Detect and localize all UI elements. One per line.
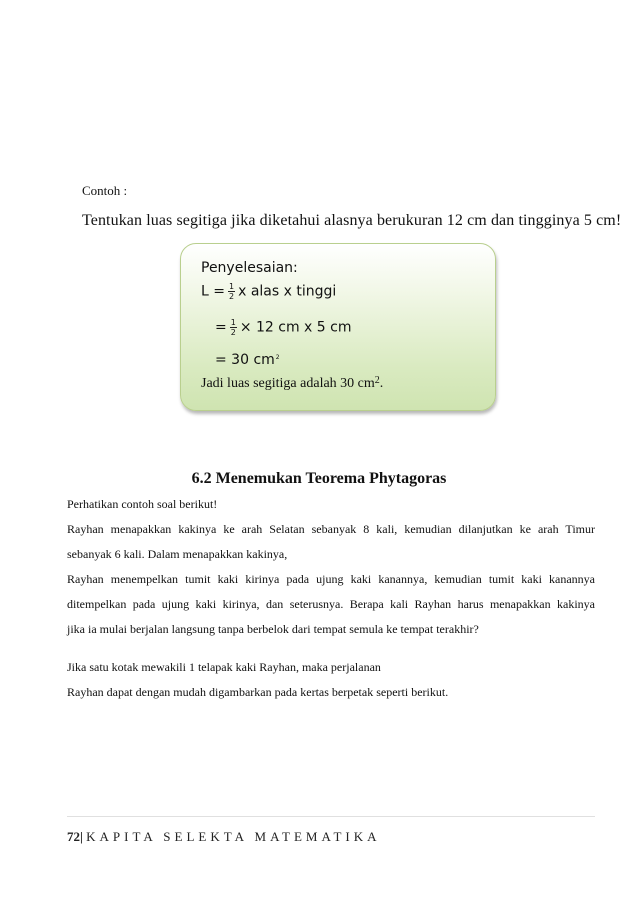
section-heading: 6.2 Menemukan Teorema Phytagoras [191,470,447,487]
half-fraction [228,282,235,301]
fraction-denominator: 2 [228,292,235,301]
conclusion-period: . [379,376,384,391]
area-result-text: = 30 cm [215,352,275,368]
paragraph-line: jika ia mulai berjalan langsung tanpa berbelok dari tempat semula ke tempat terakhir? [67,622,479,636]
example-question: Tentukan luas segitiga jika diketahui alasnya berukuran 12 cm dan tingginya 5 cm! [82,212,622,229]
substitution-suffix: × 12 cm x 5 cm [239,319,352,336]
page-number: 72 [67,829,80,844]
conclusion-exponent: 2 [374,375,380,386]
paragraph-line: Rayhan menempelkan tumit kaki kirinya pada ujung kaki kanannya, kemudian tumit kaki kanannya [67,572,595,586]
fraction-numerator: 1 [228,282,235,291]
footer-divider [67,816,595,817]
paragraph-line: Jika satu kotak mewakili 1 telapak kaki Rayhan, maka perjalanan [67,660,381,674]
area-formula-prefix: L = [201,283,225,300]
half-fraction-2 [230,318,237,337]
paragraph-line: Perhatikan contoh soal berikut! [67,497,218,511]
solution-box [180,243,496,411]
area-substitution [215,318,352,337]
solution-title: Penyelesaian: [201,260,298,276]
fraction-numerator-2: 1 [230,318,236,327]
page-footer [67,829,380,845]
solution-conclusion [201,376,383,392]
fraction-denominator-2: 2 [230,328,236,337]
area-result-exponent: 2 [275,354,280,361]
book-title: KAPITA SELEKTA MATEMATIKA [86,829,381,844]
substitution-prefix: = [215,319,227,336]
paragraph-line: Rayhan menapakkan kakinya ke arah Selatan sebanyak 8 kali, kemudian dilanjutkan ke arah Timur [67,522,595,536]
example-label: Contoh : [82,183,128,198]
area-result [215,352,280,368]
paragraph-line: sebanyak 6 kali. Dalam menapakkan kakinya, [67,547,288,561]
area-formula [201,282,336,301]
footer-separator: | [80,829,83,844]
area-formula-suffix: x alas x tinggi [238,283,337,300]
paragraph-line: Rayhan dapat dengan mudah digambarkan pada kertas berpetak seperti berikut. [67,685,449,699]
conclusion-text: Jadi luas segitiga adalah 30 cm [201,376,375,391]
paragraph-line: ditempelkan pada ujung kaki kirinya, dan seterusnya. Berapa kali Rayhan harus menapakkan kakinya [67,597,595,611]
